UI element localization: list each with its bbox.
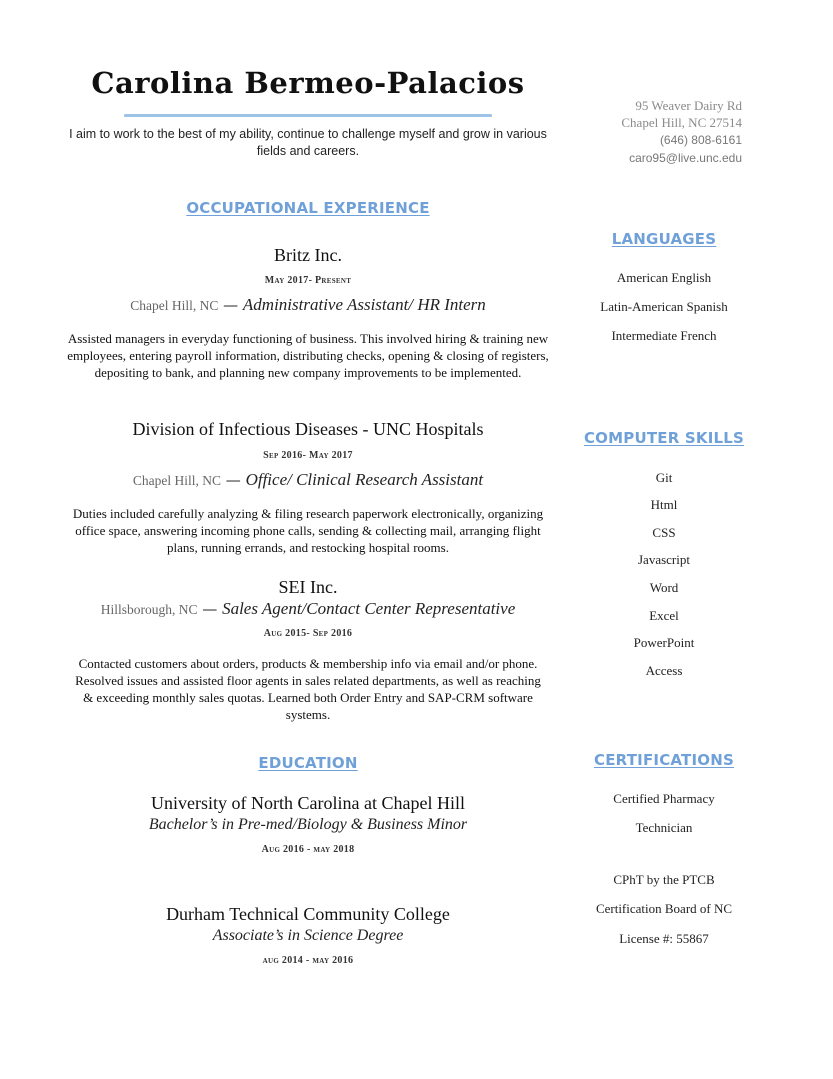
contact-street: 95 Weaver Dairy Rd: [635, 98, 742, 113]
job-role: Office/ Clinical Research Assistant: [245, 470, 484, 489]
job-company: Britz Inc.: [274, 245, 342, 265]
objective-statement: I aim to work to the best of my ability, continue to challenge myself and grow in various fields and careers.: [69, 127, 547, 158]
job-dash: —: [225, 471, 241, 489]
skill-item: Javascript: [638, 552, 690, 567]
school-degree: Bachelor’s in Pre-med/Biology & Business Minor: [148, 816, 468, 833]
contact-phone: (646) 808-6161: [659, 133, 742, 147]
skill-item: Excel: [649, 608, 679, 623]
job-location: Chapel Hill, NC: [132, 473, 222, 488]
skill-item: Access: [645, 663, 683, 678]
job-role: Sales Agent/Contact Center Representative: [222, 599, 516, 618]
certification-item: Certified Pharmacy: [613, 791, 715, 806]
language-item: American English: [616, 270, 712, 285]
certification-item: Technician: [635, 820, 693, 835]
job-dates: Sep 2016- May 2017: [263, 450, 353, 461]
job-location-role: [60, 295, 556, 315]
job-dates: May 2017- Present: [264, 275, 352, 286]
job-dates: Aug 2015- Sep 2016: [263, 628, 353, 639]
skill-item: CSS: [652, 525, 676, 540]
languages-heading: LANGUAGES: [611, 230, 717, 248]
job-location: Chapel Hill, NC: [130, 298, 219, 313]
language-item: Intermediate French: [611, 328, 717, 343]
experience-heading: OCCUPATIONAL EXPERIENCE: [186, 199, 430, 217]
job-description: Contacted customers about orders, products & membership info via email and/or phone. Resolved issues and assisted floor agents in sales related departments, as well as reaching & exceeding monthly sales quotas. Learned both Order Entry and SAP-CRM software systems.: [75, 656, 541, 722]
school-degree: Associate’s in Science Degree: [212, 927, 404, 944]
certification-item: CPhT by the PTCB: [613, 872, 715, 887]
job-role: Administrative Assistant/ HR Intern: [242, 295, 486, 314]
skill-item: Word: [649, 580, 679, 595]
job-location-role: [60, 599, 556, 619]
school-name: Durham Technical Community College: [166, 904, 450, 924]
name-underline-divider: [124, 114, 492, 117]
job-dash: —: [223, 296, 239, 314]
job-location: Hillsborough, NC: [100, 602, 198, 617]
skill-item: Html: [650, 497, 678, 512]
certification-item: Certification Board of NC: [595, 901, 733, 916]
job-company: SEI Inc.: [278, 577, 338, 597]
job-description: Assisted managers in everyday functioning of business. This involved hiring & training new employees, entering payroll information, distributing checks, opening & closing of registers, depositing to bank, and planning new company improvements to be implemented.: [67, 331, 549, 380]
school-dates: Aug 2016 - may 2018: [261, 844, 355, 855]
certifications-heading: CERTIFICATIONS: [594, 751, 734, 769]
skill-item: PowerPoint: [633, 635, 695, 650]
school-name: University of North Carolina at Chapel Hill: [151, 793, 465, 813]
contact-city: Chapel Hill, NC 27514: [621, 115, 742, 130]
language-item: Latin-American Spanish: [600, 299, 728, 314]
contact-email: caro95@live.unc.edu: [629, 151, 742, 165]
job-description: Duties included carefully analyzing & filing research paperwork electronically, organizing office space, answering incoming phone calls, sending & collecting mail, arranging flight plans, running errands, and restocking hospital rooms.: [72, 506, 544, 555]
education-heading: EDUCATION: [258, 754, 358, 772]
skill-item: Git: [655, 470, 673, 485]
school-dates: aug 2014 - may 2016: [262, 955, 354, 966]
certification-item: License #: 55867: [619, 931, 709, 946]
job-dash: —: [202, 600, 218, 618]
job-location-role: [60, 470, 556, 490]
resume-name: Carolina Bermeo-Palacios: [91, 66, 525, 100]
computer-skills-heading: COMPUTER SKILLS: [583, 429, 745, 447]
job-company: Division of Infectious Diseases - UNC Hospitals: [132, 419, 484, 439]
